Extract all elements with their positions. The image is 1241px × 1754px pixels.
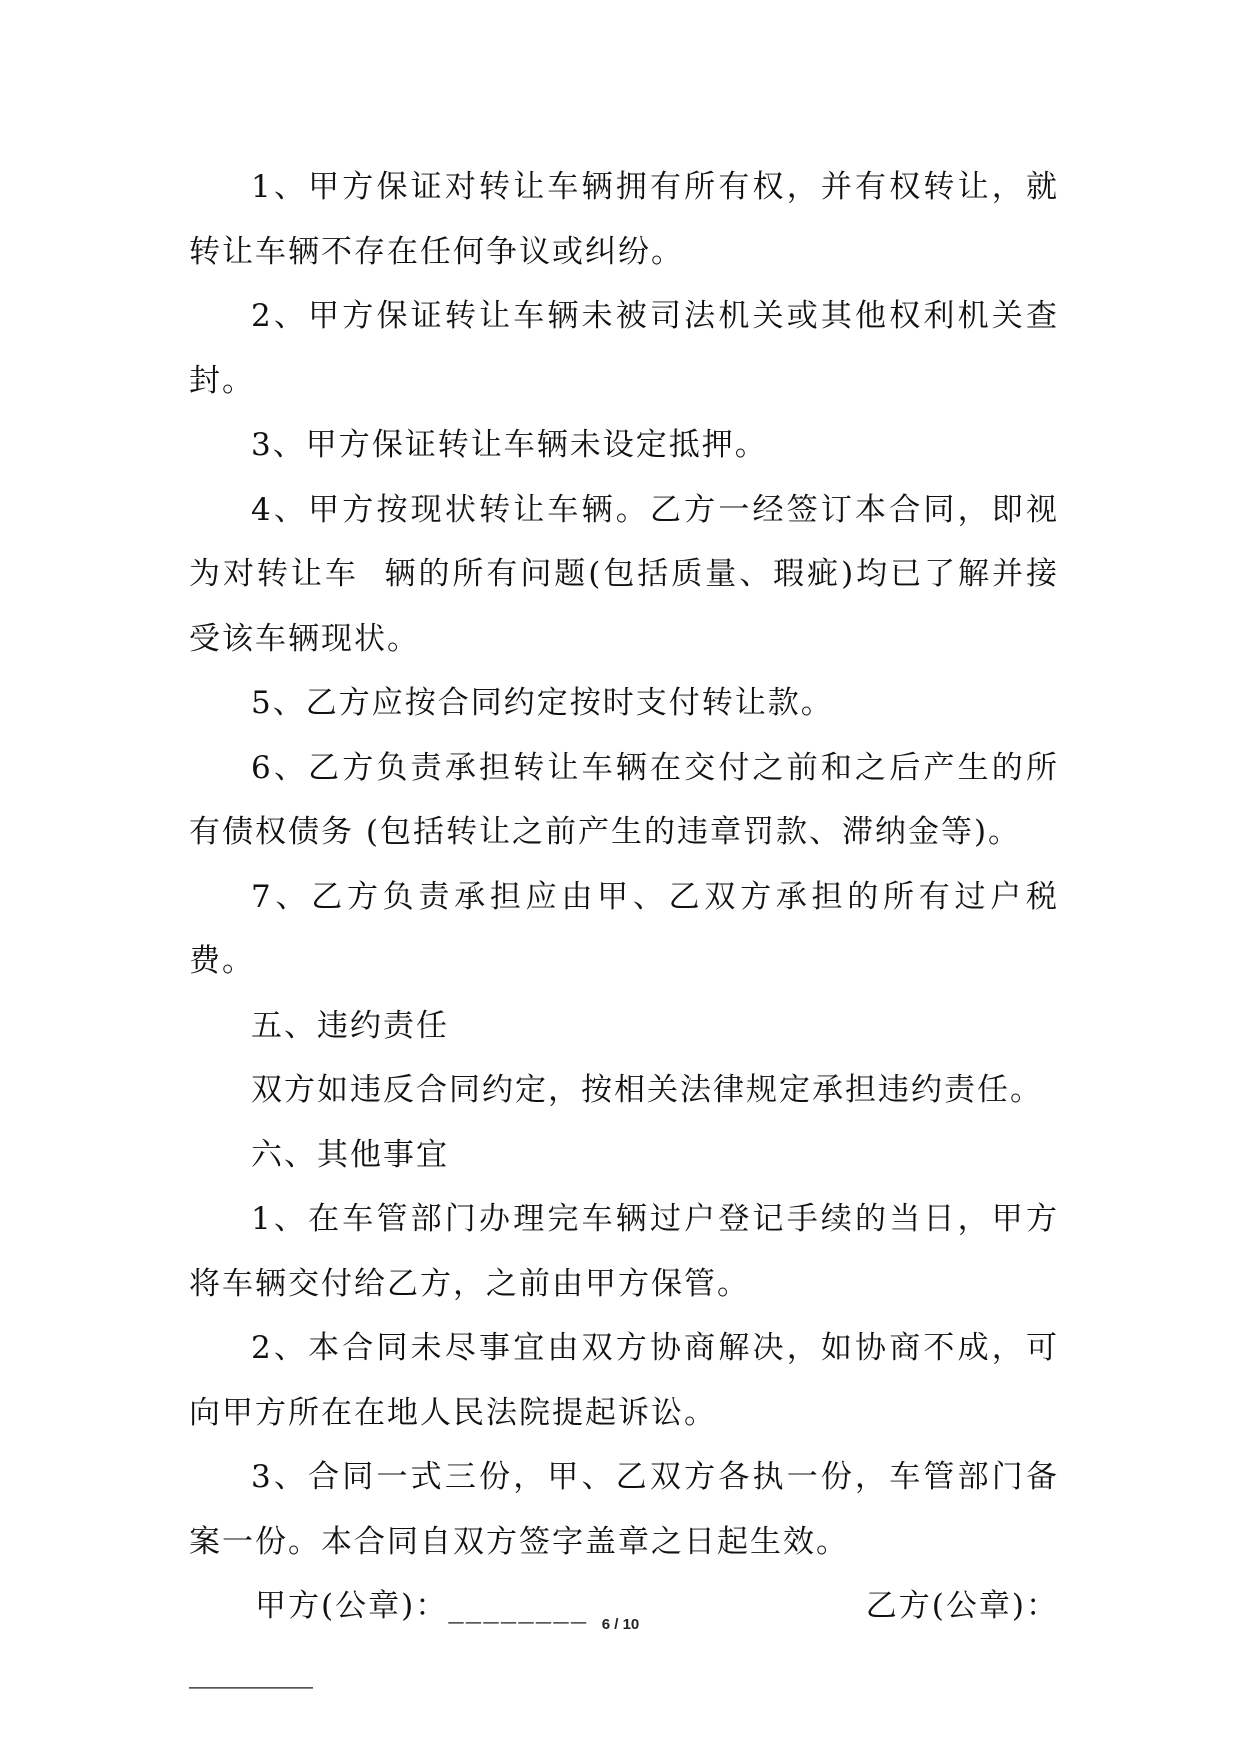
clause-2: 2、甲方保证转让车辆未被司法机关或其他权利机关查封。: [189, 298, 1059, 399]
other-clause-1: 1、在车管部门办理完车辆过户登记手续的当日，甲方将车辆交付给乙方，之前由甲方保管。: [189, 1201, 1059, 1302]
party-b-signature: 乙方(公章)：: [865, 1588, 1059, 1624]
clause-5: 5、乙方应按合同约定按时支付转让款。: [251, 685, 834, 721]
section-heading-breach: 五、违约责任: [251, 1007, 449, 1044]
party-a-signature: 甲方(公章)：________: [255, 1588, 589, 1624]
breach-clause: 双方如违反合同约定，按相关法律规定承担违约责任。: [251, 1072, 1043, 1108]
other-clause-3: 3、合同一式三份，甲、乙双方各执一份，车管部门备案一份。本合同自双方签字盖章之日起生效。: [189, 1459, 1059, 1560]
party-b-signature-blank: ________: [189, 1652, 313, 1689]
contract-body: [189, 155, 1059, 1703]
other-clause-2: 2、本合同未尽事宜由双方协商解决，如协商不成，可向甲方所在在地人民法院提起诉讼。: [189, 1330, 1059, 1431]
clause-3: 3、甲方保证转让车辆未设定抵押。: [251, 427, 768, 463]
clause-4: 4、甲方按现状转让车辆。乙方一经签订本合同，即视为对转让车 辆的所有问题(包括质量、瑕疵)均已了解并接受该车辆现状。: [189, 491, 1059, 657]
section-heading-other: 六、其他事宜: [251, 1136, 449, 1173]
clause-7: 7、乙方负责承担应由甲、乙双方承担的所有过户税费。: [189, 878, 1059, 979]
page-number: 6 / 10: [601, 1616, 640, 1633]
clause-6: 6、乙方负责承担转让车辆在交付之前和之后产生的所有债权债务 (包括转让之前产生的违章罚款、滞纳金等)。: [189, 749, 1059, 850]
clause-1: 1、甲方保证对转让车辆拥有所有权，并有权转让，就转让车辆不存在任何争议或纠纷。: [189, 169, 1059, 270]
